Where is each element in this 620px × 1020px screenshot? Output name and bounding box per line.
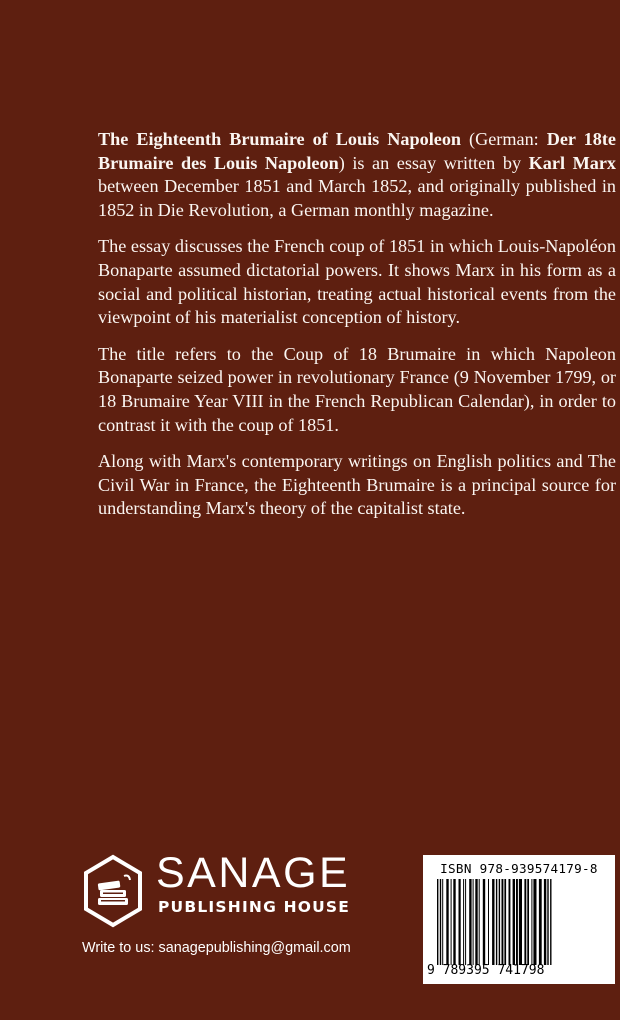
- author-name-text: Karl Marx: [528, 152, 616, 173]
- publisher-subtitle: PUBLISHING HOUSE: [158, 898, 351, 916]
- books-hexagon-icon: [82, 854, 144, 928]
- blurb-paragraph-3: The title refers to the Coup of 18 Brumaire in which Napoleon Bonaparte seized power in revolutionary France (9 November 1799, or 18 Brumaire Year VIII in the French Republican Calendar), in order to contrast it with the coup of 1851.: [98, 343, 616, 435]
- barcode-digits: 9 789395 741798: [427, 963, 545, 978]
- book-title-text: The Eighteenth Brumaire of Louis Napoleon: [98, 129, 462, 149]
- essay-written-text: ) is an essay written by: [338, 152, 529, 173]
- contact-line: [82, 940, 351, 956]
- isbn-label: ISBN 978-939574179-8: [440, 861, 598, 876]
- isbn-barcode: [423, 855, 615, 984]
- blurb-paragraph-4: Along with Marx's contemporary writings on English politics and The Civil War in France, the Eighteenth Brumaire is a principal source for understanding Marx's theory of the capitalist state.: [98, 451, 616, 519]
- german-prefix-text: (German:: [461, 129, 547, 149]
- contact-text: Write to us: sanagepublishing@gmail.com: [82, 940, 351, 956]
- blurb-paragraph-2: The essay discusses the French coup of 1851 in which Louis-Napoléon Bonaparte assumed dictatorial powers. It shows Marx in his form as a social and political historian, treating actual historical events from the viewpoint of his materialist conception of history.: [98, 236, 616, 328]
- barcode-bars: [431, 879, 609, 965]
- german-title-text: Der 18te Brumaire des Louis Napoleon: [98, 129, 616, 173]
- blurb-paragraph-1: [98, 128, 616, 222]
- publisher-name: SANAGE: [156, 849, 351, 897]
- publication-text: between December 1851 and March 1852, and originally published in 1852 in Die Revolution, a German monthly magazine.: [98, 176, 616, 220]
- back-cover-blurb: [98, 128, 616, 534]
